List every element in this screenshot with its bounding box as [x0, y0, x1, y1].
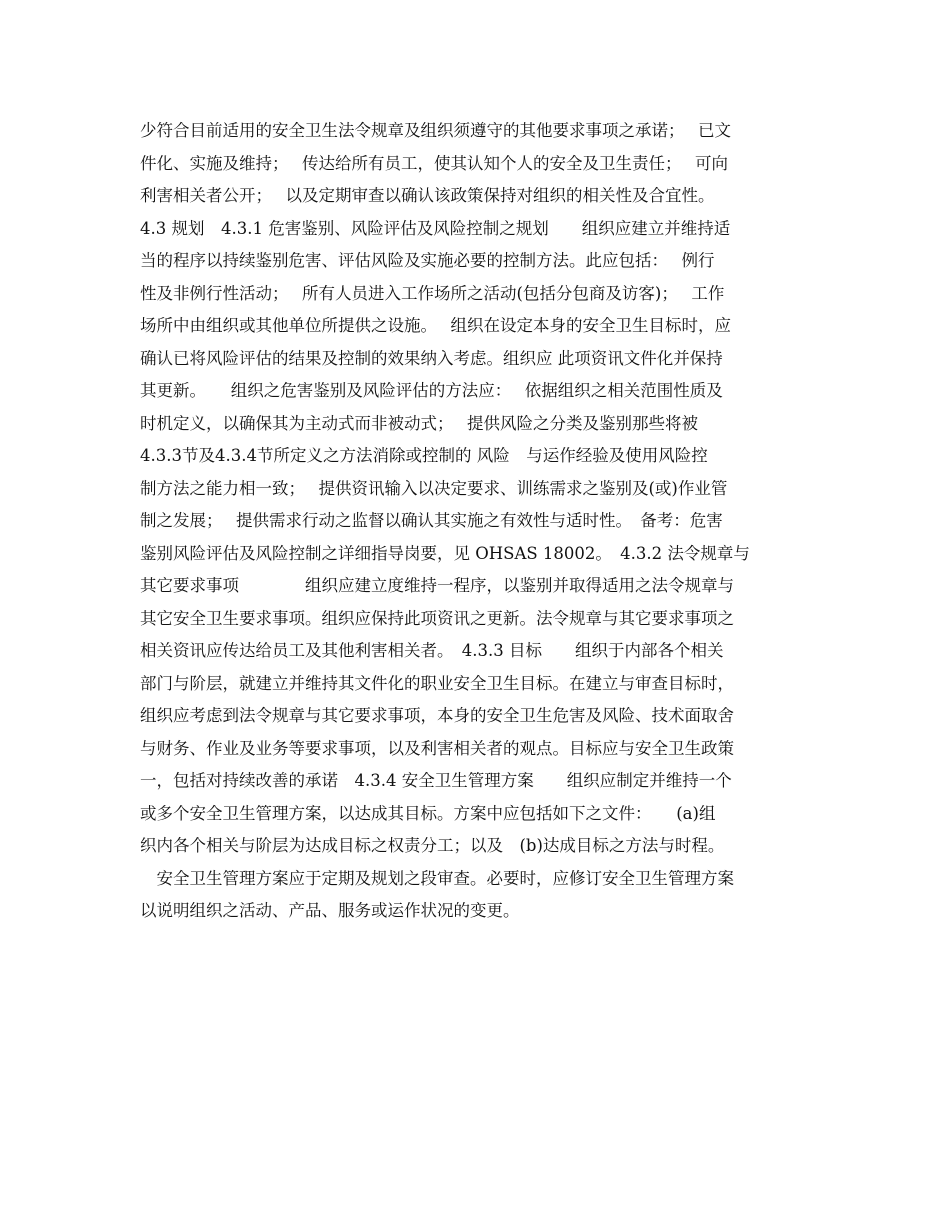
text-line: 确认已将风险评估的结果及控制的效果纳入考虑。组织应 此项资讯文件化并保持 [140, 348, 723, 368]
text-line: 鉴别风险评估及风险控制之详细指导岗要，见 OHSAS 18002。 4.3.2 法令规章与 [140, 543, 750, 563]
text-line: 织内各个相关与阶层为达成目标之权责分工；以及 (b)达成目标之方法与时程。 [140, 836, 725, 855]
text-line: 利害相关者公开； 以及定期审查以确认该政策保持对组织的相关性及合宜性。 [140, 186, 715, 205]
text-line: 4.3 规划 4.3.1 危害鉴别、风险评估及风险控制之规划 组织应建立并维持适 [140, 218, 731, 238]
text-line: 安全卫生管理方案应于定期及规划之段审查。必要时，应修订安全卫生管理方案 [140, 868, 734, 888]
text-line: 相关资讯应传达给员工及其他利害相关者。 4.3.3 目标 组织于内部各个相关 [140, 641, 724, 660]
text-line: 少符合目前适用的安全卫生法令规章及组织须遵守的其他要求事项之承诺； 已文 [140, 121, 731, 140]
text-line: 制方法之能力相一致； 提供资讯输入以决定要求、训练需求之鉴别及(或)作业管 [140, 478, 728, 498]
text-line: 其更新。 组织之危害鉴别及风险评估的方法应： 依据组织之相关范围性质及 [140, 381, 723, 400]
text-line: 部门与阶层，就建立并维持其文件化的职业安全卫生目标。在建立与审查目标时， [140, 673, 734, 693]
text-line: 其它安全卫生要求事项。组织应保持此项资讯之更新。法令规章与其它要求事项之 [140, 608, 734, 628]
text-line: 性及非例行性活动； 所有人员进入工作场所之活动(包括分包商及访客)； 工作 [140, 283, 725, 303]
text-line: 制之发展； 提供需求行动之监督以确认其实施之有效性与适时性。 备考：危害 [140, 511, 723, 530]
text-line: 当的程序以持续鉴别危害、评估风险及实施必要的控制方法。此应包括： 例行 [140, 251, 715, 270]
text-line: 时机定义，以确保其为主动式而非被动式； 提供风险之分类及鉴别那些将被 [140, 413, 698, 433]
text-line: 或多个安全卫生管理方案，以达成其目标。方案中应包括如下之文件： (a)组 [140, 803, 716, 823]
text-line: 其它要求事项 组织应建立度维持一程序，以鉴别并取得适用之法令规章与 [140, 576, 734, 595]
text-line: 件化、实施及维持； 传达给所有员工，使其认知个人的安全及卫生责任； 可向 [140, 153, 728, 173]
text-line: 4.3.3节及4.3.4节所定义之方法消除或控制的 风险 与运作经验及使用风险控 [140, 446, 708, 465]
body-text [140, 115, 820, 928]
text-line: 以说明组织之活动、产品、服务或运作状况的变更。 [140, 901, 520, 920]
text-line: 场所中由组织或其他单位所提供之设施。 组织在设定本身的安全卫生目标时，应 [140, 316, 731, 335]
text-line: 一，包括对持续改善的承诺 4.3.4 安全卫生管理方案 组织应制定并维持一个 [140, 771, 732, 790]
text-line: 组织应考虑到法令规章与其它要求事项，本身的安全卫生危害及风险、技术面取舍 [140, 706, 734, 725]
text-line: 与财务、作业及业务等要求事项，以及利害相关者的观点。目标应与安全卫生政策 [140, 738, 734, 758]
